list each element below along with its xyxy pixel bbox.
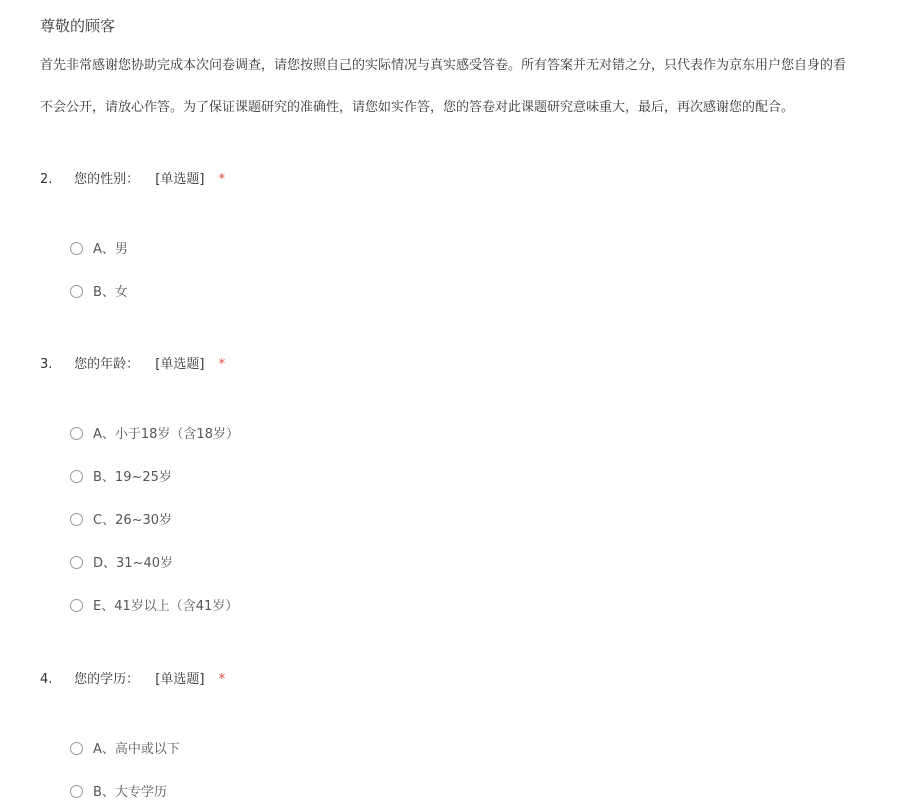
option-label: A、小于18岁（含18岁） bbox=[93, 427, 239, 442]
question-type-tag: [单选题] bbox=[155, 172, 205, 187]
option-label: B、大专学历 bbox=[93, 785, 167, 800]
radio-button[interactable] bbox=[70, 242, 83, 255]
option-label: E、41岁以上（含41岁） bbox=[93, 599, 239, 614]
question-number: 3. bbox=[40, 357, 53, 372]
option-label: D、31~40岁 bbox=[93, 556, 173, 571]
question-number: 2. bbox=[40, 172, 53, 187]
required-marker: * bbox=[218, 672, 226, 687]
radio-button[interactable] bbox=[70, 285, 83, 298]
required-marker: * bbox=[218, 357, 226, 372]
radio-button[interactable] bbox=[70, 742, 83, 755]
radio-button[interactable] bbox=[70, 470, 83, 483]
radio-button[interactable] bbox=[70, 427, 83, 440]
question-title: 您的年龄： bbox=[74, 357, 140, 372]
option-label: A、高中或以下 bbox=[93, 742, 180, 757]
question-education bbox=[40, 670, 226, 800]
option-label: B、女 bbox=[93, 285, 128, 300]
option-label: B、19~25岁 bbox=[93, 470, 172, 485]
survey-intro bbox=[40, 55, 900, 139]
option-label: A、男 bbox=[93, 242, 128, 257]
question-title: 您的学历： bbox=[74, 672, 140, 687]
question-header bbox=[40, 170, 225, 190]
intro-line-1: 首先非常感谢您协助完成本次问卷调查，请您按照自己的实际情况与真实感受答卷。所有答案并无对错之分，只代表作为京东用户您自身的看 bbox=[40, 58, 847, 73]
question-type-tag: [单选题] bbox=[155, 357, 205, 372]
radio-button[interactable] bbox=[70, 556, 83, 569]
question-header bbox=[40, 670, 225, 690]
question-title: 您的性别： bbox=[74, 172, 140, 187]
option-label: C、26~30岁 bbox=[93, 513, 173, 528]
required-marker: * bbox=[218, 172, 226, 187]
radio-button[interactable] bbox=[70, 599, 83, 612]
question-gender bbox=[40, 170, 226, 300]
question-number: 4. bbox=[40, 672, 53, 687]
radio-button[interactable] bbox=[70, 513, 83, 526]
question-header bbox=[40, 355, 225, 375]
intro-line-2: 不会公开，请放心作答。为了保证课题研究的准确性，请您如实作答，您的答卷对此课题研究意味重大，最后，再次感谢您的配合。 bbox=[40, 100, 795, 115]
survey-greeting: 尊敬的顾客 bbox=[40, 17, 116, 35]
question-age bbox=[40, 355, 239, 614]
radio-button[interactable] bbox=[70, 785, 83, 798]
question-type-tag: [单选题] bbox=[155, 672, 205, 687]
